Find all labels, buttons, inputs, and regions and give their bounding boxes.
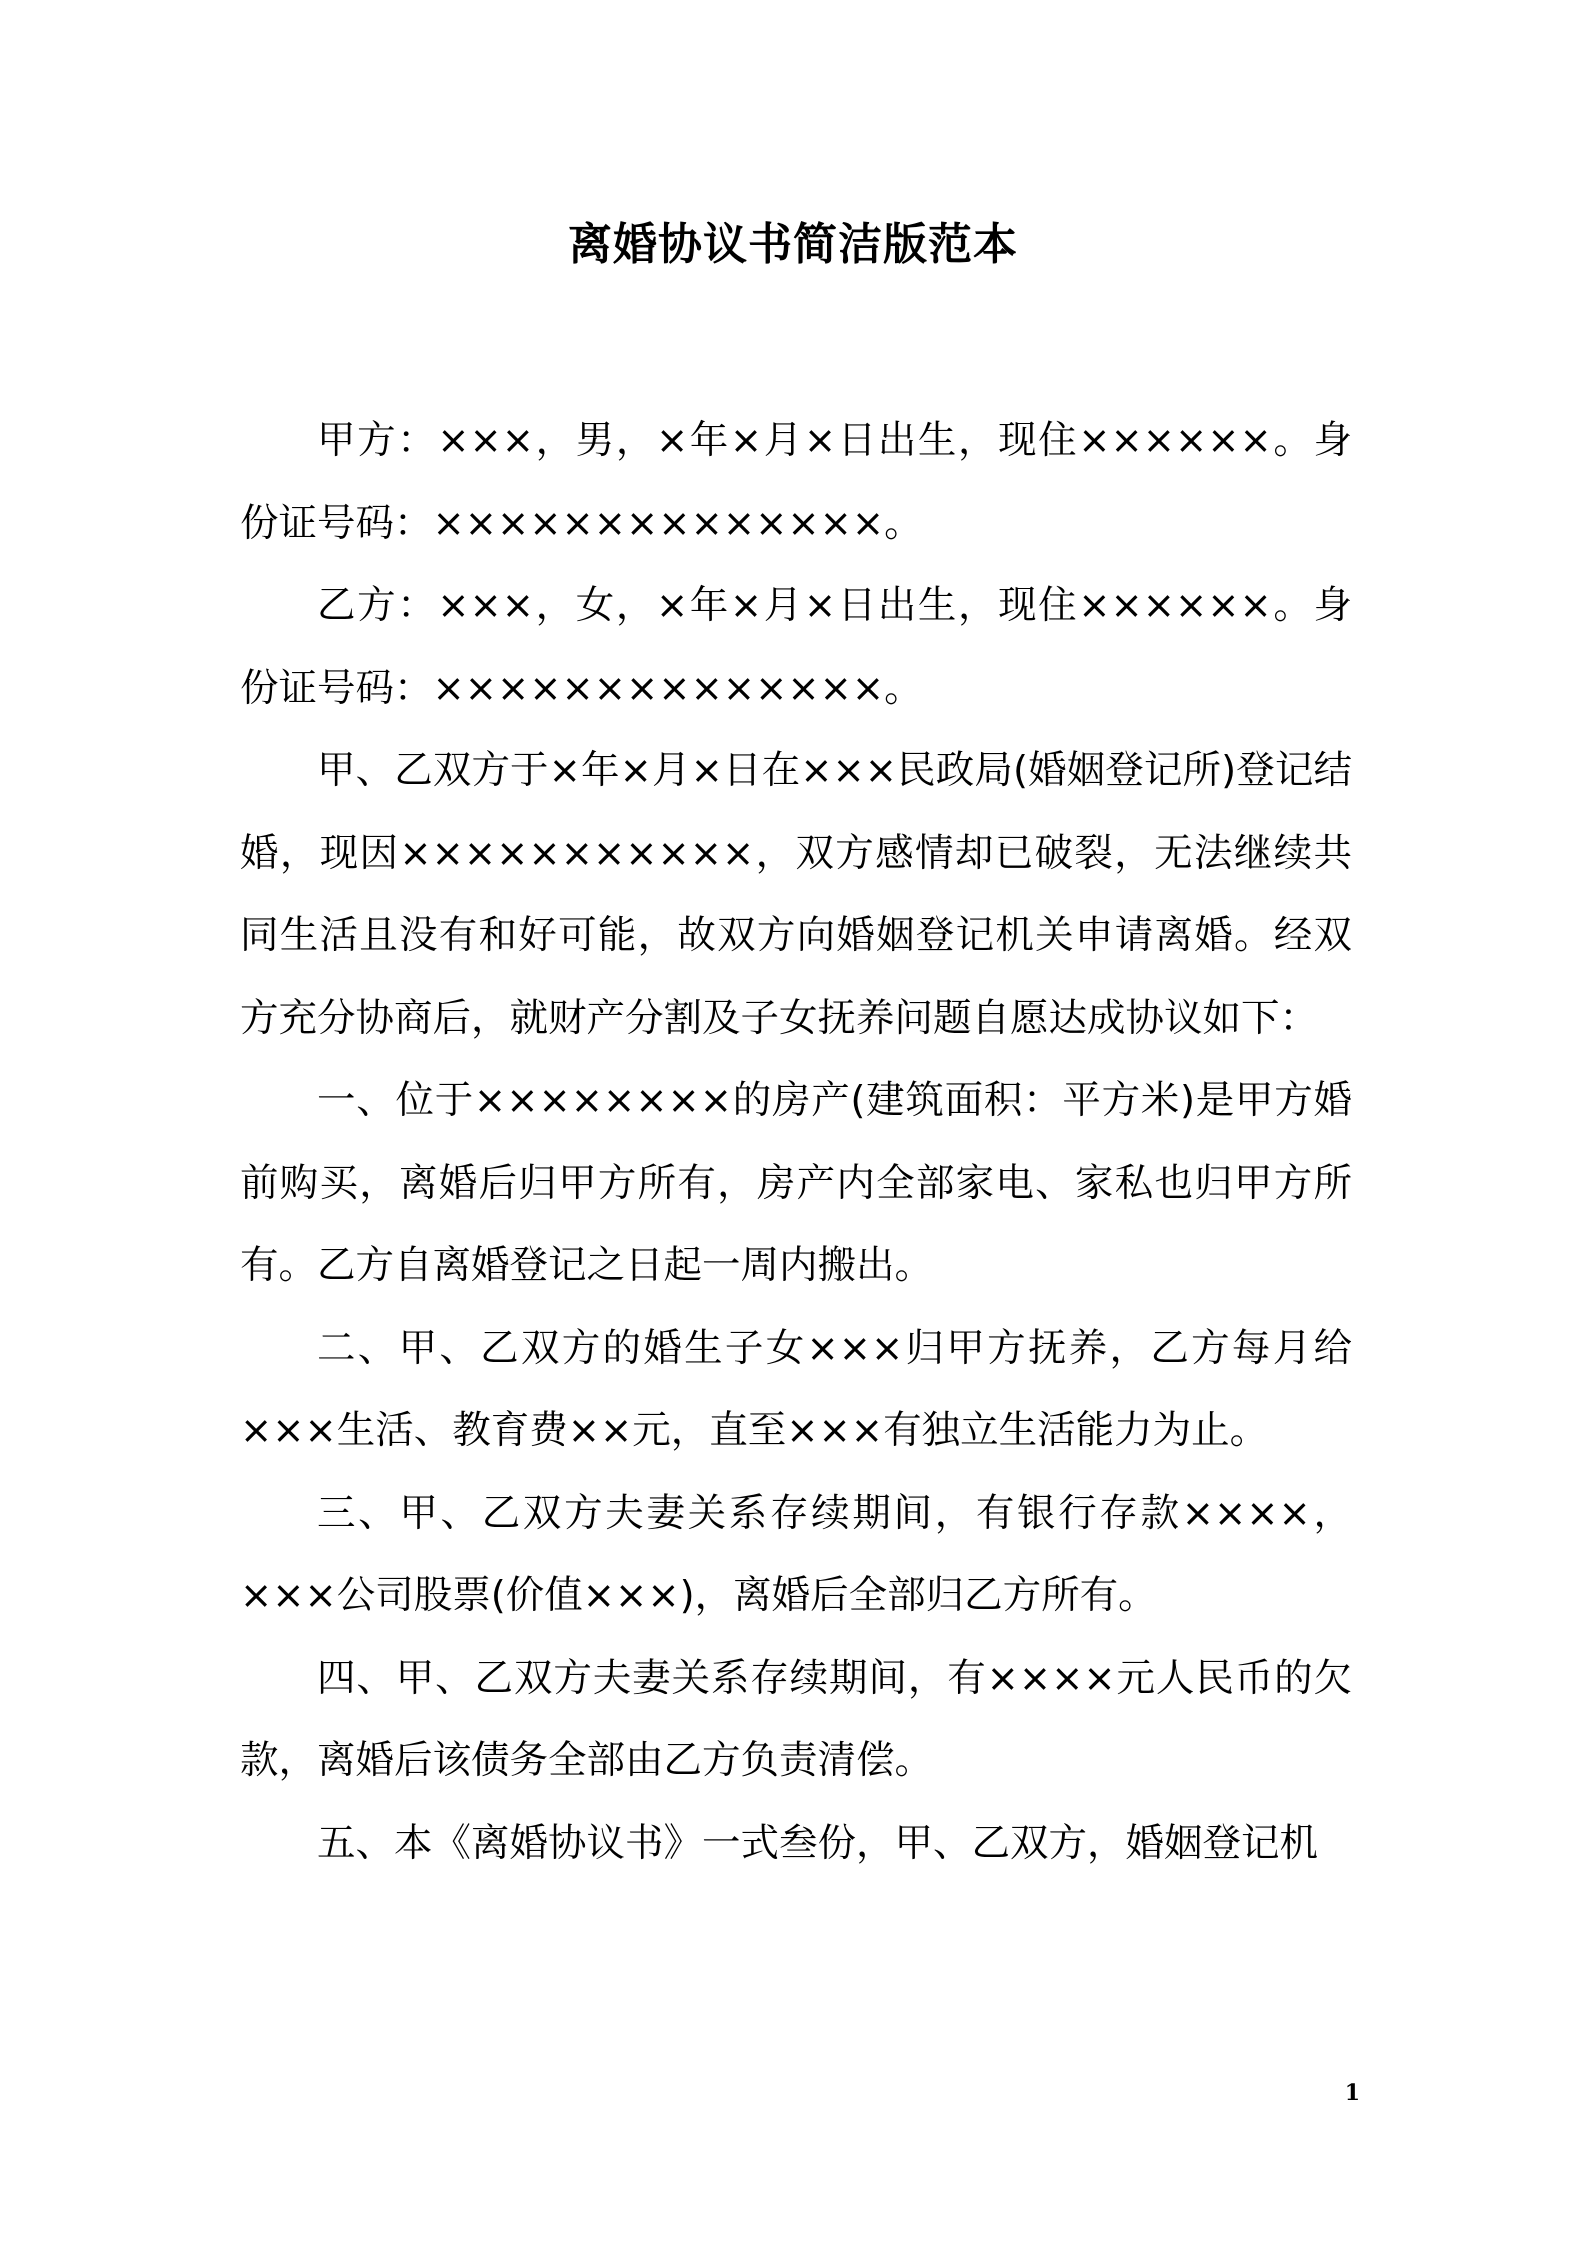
paragraph-party-b: 乙方：×××，女，×年×月×日出生，现住××××××。身份证号码：××××××××××××××。 [240, 583, 1352, 711]
paragraph-clause-2: 二、甲、乙双方的婚生子女×××归甲方抚养，乙方每月给×××生活、教育费××元，直至×××有独立生活能力为止。 [240, 1325, 1352, 1453]
paragraph-clause-5: 五、本《离婚协议书》一式叁份，甲、乙双方，婚姻登记机 [317, 1820, 1319, 1866]
paragraph-background: 甲、乙双方于×年×月×日在×××民政局(婚姻登记所)登记结婚，现因×××××××××××，双方感情却已破裂，无法继续共同生活且没有和好可能，故双方向婚姻登记机关申请离婚。经双方充分协商后，就财产分割及子女抚养问题自愿达成协议如下： [240, 748, 1352, 1041]
paragraph-clause-4: 四、甲、乙双方夫妻关系存续期间，有××××元人民币的欠款，离婚后该债务全部由乙方负责清偿。 [240, 1655, 1352, 1783]
paragraph-clause-1: 一、位于××××××××的房产(建筑面积：平方米)是甲方婚前购买，离婚后归甲方所有，房产内全部家电、家私也归甲方所有。乙方自离婚登记之日起一周内搬出。 [240, 1078, 1352, 1288]
document-title: 离婚协议书简洁版范本 [568, 219, 1018, 270]
document-body [240, 400, 1352, 1885]
page-number: 1 [1344, 2080, 1360, 2106]
paragraph-party-a: 甲方：×××，男，×年×月×日出生，现住××××××。身份证号码：××××××××××××××。 [240, 418, 1352, 546]
paragraph-clause-3: 三、甲、乙双方夫妻关系存续期间，有银行存款××××，×××公司股票(价值×××)，离婚后全部归乙方所有。 [240, 1490, 1352, 1618]
